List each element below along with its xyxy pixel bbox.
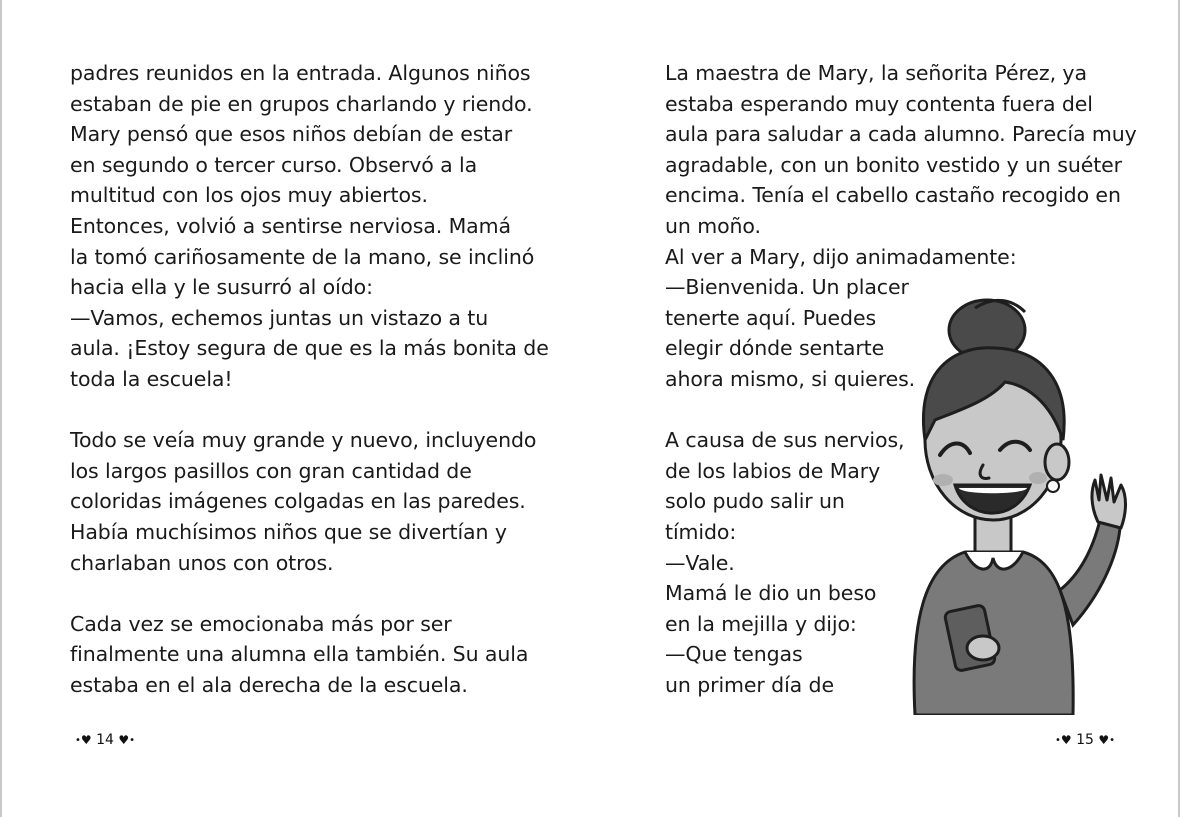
text-line: Había muchísimos niños que se divertían y xyxy=(70,519,507,544)
text-line: un moño. xyxy=(665,213,761,238)
text-line: estaba esperando muy contenta fuera del xyxy=(665,91,1093,116)
text-line: Al ver a Mary, dijo animadamente: xyxy=(665,244,1017,269)
text-line: hacia ella y le susurró al oído: xyxy=(70,275,373,300)
text-line: finalmente una alumna ella también. Su aula xyxy=(70,642,529,667)
page-number-left xyxy=(75,732,135,749)
text-line: de los labios de Mary xyxy=(665,458,881,483)
text-line: Todo se veía muy grande y nuevo, incluyendo xyxy=(70,428,537,453)
paragraph xyxy=(70,425,540,578)
text-line: Cada vez se emocionaba más por ser xyxy=(70,611,452,636)
heart-icon: ♥ xyxy=(1098,733,1110,747)
heart-icon: ♥ xyxy=(1060,733,1072,747)
text-line: Mary pensó que esos niños debían de estar xyxy=(70,122,513,147)
paragraph xyxy=(70,58,549,395)
text-line: estaban de pie en grupos charlando y riendo. xyxy=(70,91,533,116)
text-line: —Vamos, echemos juntas un vistazo a tu xyxy=(70,305,489,330)
folio-dot: • xyxy=(1055,735,1061,746)
heart-icon: ♥ xyxy=(118,733,130,747)
page-number-value: 14 xyxy=(96,732,114,748)
text-line: padres reunidos en la entrada. Algunos niños xyxy=(70,61,531,85)
text-line: solo pudo salir un xyxy=(665,489,845,514)
ear xyxy=(1045,444,1069,480)
cheek-left xyxy=(933,474,953,486)
page-number-right xyxy=(1055,732,1115,749)
text-line: estaba en el ala derecha de la escuela. xyxy=(70,672,468,697)
folio-dot: • xyxy=(129,735,136,746)
folio-dot: • xyxy=(75,735,81,746)
text-line: elegir dónde sentarte xyxy=(665,336,885,361)
text-line: Mamá le dio un beso xyxy=(665,581,877,606)
text-line: La maestra de Mary, la señorita Pérez, ya xyxy=(665,61,1087,85)
text-line: —Bienvenida. Un placer xyxy=(665,275,909,300)
text-line: un primer día de xyxy=(665,672,834,697)
text-line: multitud con los ojos muy abiertos. xyxy=(70,183,428,208)
text-line: —Que tengas xyxy=(665,642,803,667)
text-line: toda la escuela! xyxy=(70,366,233,391)
text-line: coloridas imágenes colgadas en las paredes. xyxy=(70,489,526,514)
text-line: tímido: xyxy=(665,519,737,544)
text-line: ahora mismo, si quieres. xyxy=(665,366,916,391)
text-line: —Vale. xyxy=(665,550,735,575)
text-line: en segundo o tercer curso. Observó a la xyxy=(70,152,478,177)
text-line: en la mejilla y dijo: xyxy=(665,611,857,636)
text-line: aula. ¡Estoy segura de que es la más bonita de xyxy=(70,336,549,361)
folio-dot: • xyxy=(1109,735,1116,746)
text-line: la tomó cariñosamente de la mano, se inclinó xyxy=(70,244,535,269)
waving-hand xyxy=(1092,475,1126,528)
page-edge-left xyxy=(0,0,2,817)
holding-hand xyxy=(967,636,999,660)
heart-icon: ♥ xyxy=(80,733,92,747)
text-line: A causa de sus nervios, xyxy=(665,428,905,453)
sweater xyxy=(914,552,1073,715)
text-line: Entonces, volvió a sentirse nerviosa. Mamá xyxy=(70,213,511,238)
text-line: los largos pasillos con gran cantidad de xyxy=(70,458,472,483)
text-line: tenerte aquí. Puedes xyxy=(665,305,877,330)
text-line: charlaban unos con otros. xyxy=(70,550,334,575)
text-line: agradable, con un bonito vestido y un suéter xyxy=(665,152,1123,177)
earring xyxy=(1047,480,1059,492)
left-page-text xyxy=(70,58,549,700)
text-line: encima. Tenía el cabello castaño recogido en xyxy=(665,183,1121,208)
page-number-value: 15 xyxy=(1076,732,1094,748)
raised-arm xyxy=(1060,520,1120,625)
text-line: aula para saludar a cada alumno. Parecía muy xyxy=(665,122,1137,147)
cheek-right xyxy=(1029,472,1047,484)
teacher-waving-illustration xyxy=(895,290,1145,715)
paragraph xyxy=(70,609,540,701)
